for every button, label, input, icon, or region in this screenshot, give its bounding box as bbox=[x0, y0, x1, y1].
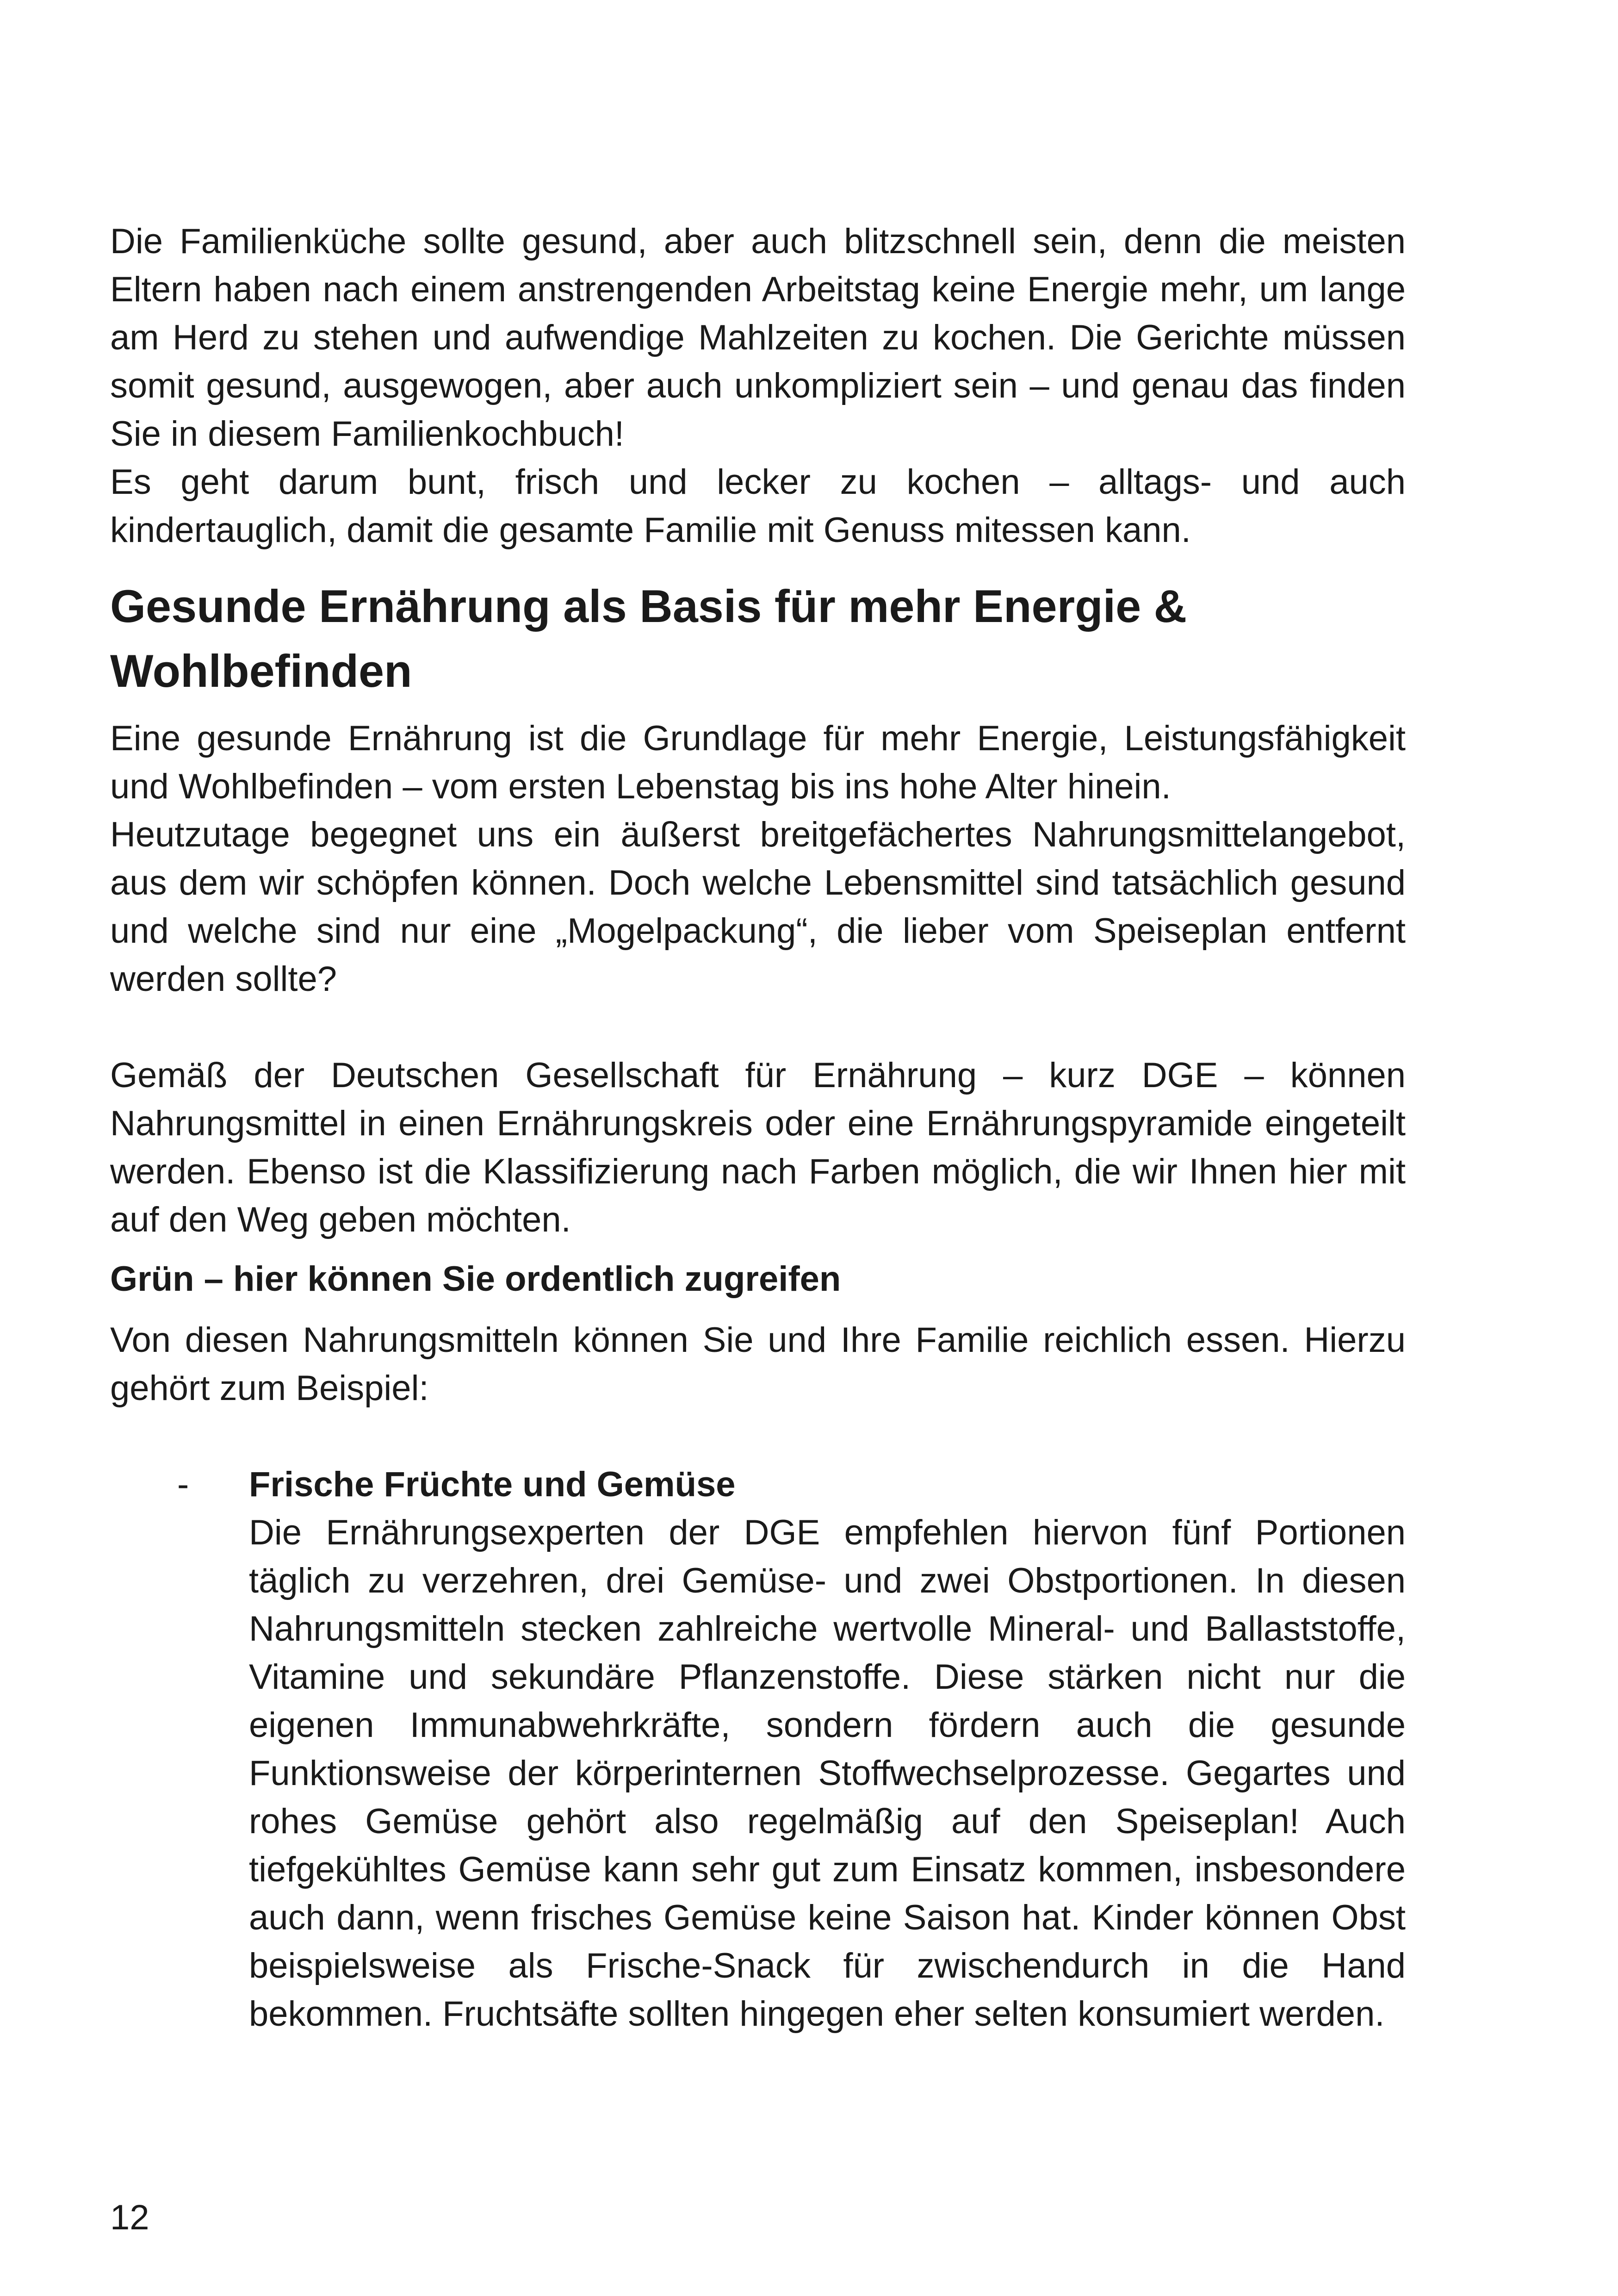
intro-paragraph-2: Es geht darum bunt, frisch und lecker zu kochen – alltags- und auch kindertauglich, damit die gesamte Familie mit Genuss mitessen kann. bbox=[110, 462, 1406, 550]
subsection-heading: Grün – hier können Sie ordentlich zugreifen bbox=[110, 1259, 841, 1299]
list-item-text: Die Ernährungsexperten der DGE empfehlen hiervon fünf Portionen täglich zu verzehren, drei Gemüse- und zwei Obstportionen. In diesen Nahrungsmitteln stecken zahlreiche wertvolle Mineral- und Ballaststoffe, Vitamine und sekundäre Pflanzenstoffe. Diese stärken nicht nur die eigenen Immunabwehrkräfte, sondern fördern auch die gesunde Funktionsweise der körperinternen Stoffwechselprozesse. Gegartes und rohes Gemüse gehört also regelmäßig auf den Speiseplan! Auch tiefgekühltes Gemüse kann sehr gut zum Einsatz kommen, insbesondere auch dann, wenn frisches Gemüse keine Saison hat. Kinder können Obst beispielsweise als Frische-Snack für zwischendurch in die Hand bekommen. Fruchtsäfte sollten hingegen eher selten konsumiert werden. bbox=[249, 1513, 1406, 2034]
page-content bbox=[110, 218, 1406, 2038]
subsection-paragraph: Von diesen Nahrungsmitteln können Sie und Ihre Familie reichlich essen. Hierzu gehört zum Beispiel: bbox=[110, 1320, 1406, 1408]
section-heading: Gesunde Ernährung als Basis für mehr Energie & Wohlbefinden bbox=[110, 580, 1187, 697]
list-item bbox=[110, 1461, 1406, 2038]
section-paragraph-3: Gemäß der Deutschen Gesellschaft für Ernährung – kurz DGE – können Nahrungsmittel in einen Ernährungskreis oder eine Ernährungspyramide eingeteilt werden. Ebenso ist die Klassifizierung nach Farben möglich, die wir Ihnen hier mit auf den Weg geben möchten. bbox=[110, 1056, 1406, 1239]
list-bullet: - bbox=[177, 1465, 189, 1504]
page-number: 12 bbox=[110, 2198, 149, 2237]
intro-paragraph-1: Die Familienküche sollte gesund, aber auch blitzschnell sein, denn die meisten Eltern haben nach einem anstrengenden Arbeitstag keine Energie mehr, um lange am Herd zu stehen und aufwendige Mahlzeiten zu kochen. Die Gerichte müssen somit gesund, ausgewogen, aber auch unkompliziert sein – und genau das finden Sie in diesem Familienkochbuch! bbox=[110, 222, 1406, 454]
section-paragraph-2: Heutzutage begegnet uns ein äußerst breitgefächertes Nahrungsmittelangebot, aus dem wir schöpfen können. Doch welche Lebensmittel sind tatsächlich gesund und welche sind nur eine „Mogelpackung“, die lieber vom Speiseplan entfernt werden sollte? bbox=[110, 815, 1406, 999]
list-item-title: Frische Früchte und Gemüse bbox=[249, 1465, 736, 1504]
paragraph-spacer bbox=[110, 1003, 1406, 1052]
food-list bbox=[110, 1461, 1406, 2038]
section-paragraph-1: Eine gesunde Ernährung ist die Grundlage für mehr Energie, Leistungsfähigkeit und Wohlbefinden – vom ersten Lebenstag bis ins hohe Alter hinein. bbox=[110, 719, 1406, 806]
